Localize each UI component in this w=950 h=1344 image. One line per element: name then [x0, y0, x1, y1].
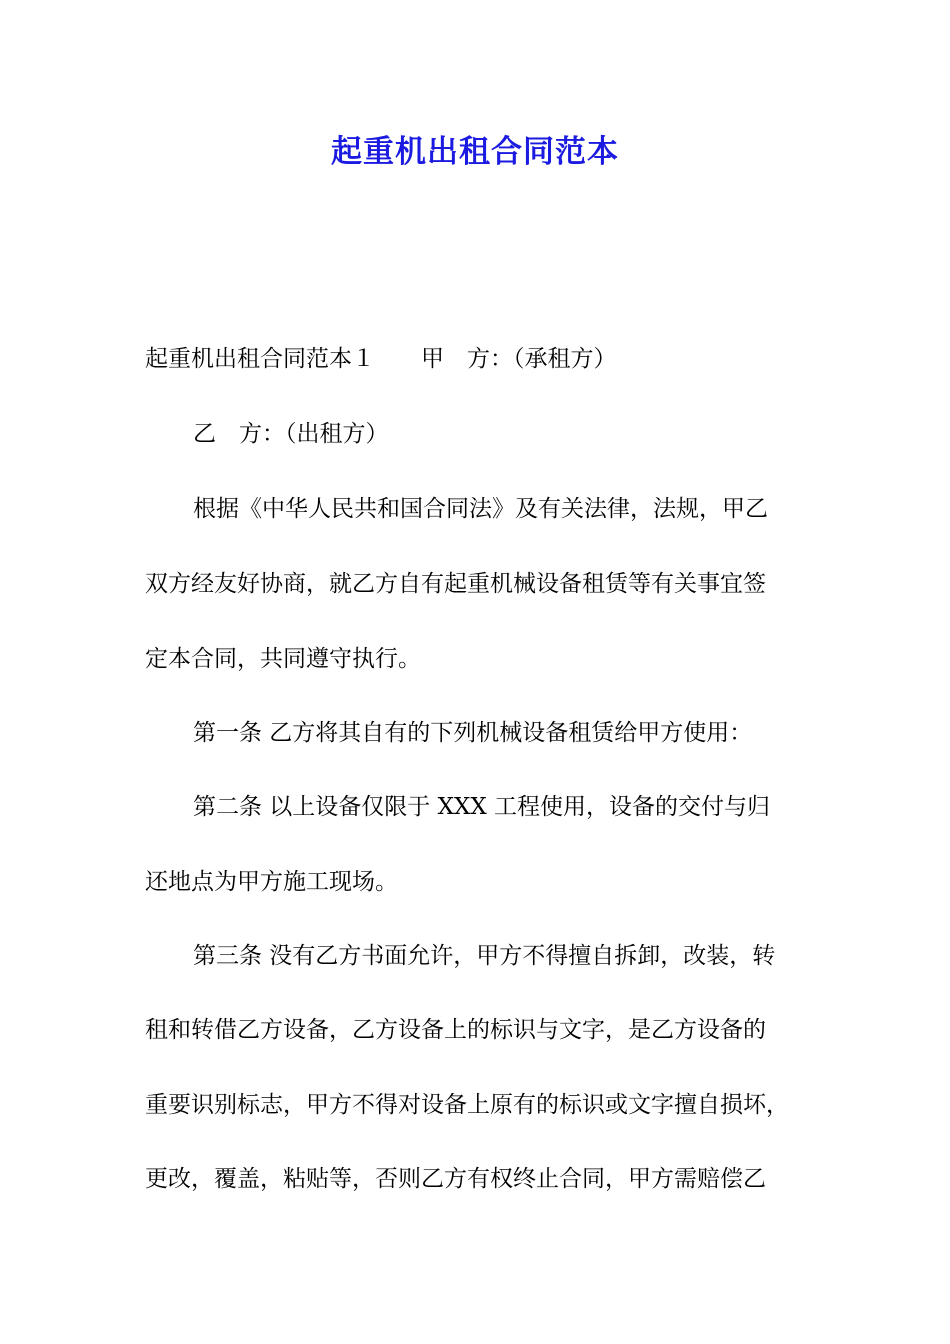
party-a-label: 甲 方：（承租方）	[421, 346, 617, 372]
header-line	[145, 341, 825, 377]
article-1-line: 第一条 乙方将其自有的下列机械设备租赁给甲方使用：	[193, 720, 753, 746]
party-b-label: 乙 方：（出租方）	[193, 421, 389, 447]
paragraph-line: 定本合同，共同遵守执行。	[145, 646, 421, 672]
paragraph-line: 还地点为甲方施工现场。	[145, 869, 398, 895]
article-2-line: 第二条 以上设备仅限于 XXX 工程使用，设备的交付与归	[193, 794, 771, 820]
paragraph-line: 租和转借乙方设备，乙方设备上的标识与文字，是乙方设备的	[145, 1017, 766, 1043]
paragraph-line: 双方经友好协商，就乙方自有起重机械设备租赁等有关事宜签	[145, 571, 766, 597]
paragraph-line: 重要识别标志，甲方不得对设备上原有的标识或文字擅自损坏，	[145, 1092, 789, 1118]
article-3-line: 第三条 没有乙方书面允许，甲方不得擅自拆卸，改装，转	[193, 943, 776, 969]
paragraph-line: 根据《中华人民共和国合同法》及有关法律，法规，甲乙	[193, 496, 768, 522]
contract-sample-label: 起重机出租合同范本１	[145, 346, 375, 372]
paragraph-line: 更改，覆盖，粘贴等，否则乙方有权终止合同，甲方需赔偿乙	[145, 1166, 766, 1192]
document-title: 起重机出租合同范本	[331, 134, 619, 170]
